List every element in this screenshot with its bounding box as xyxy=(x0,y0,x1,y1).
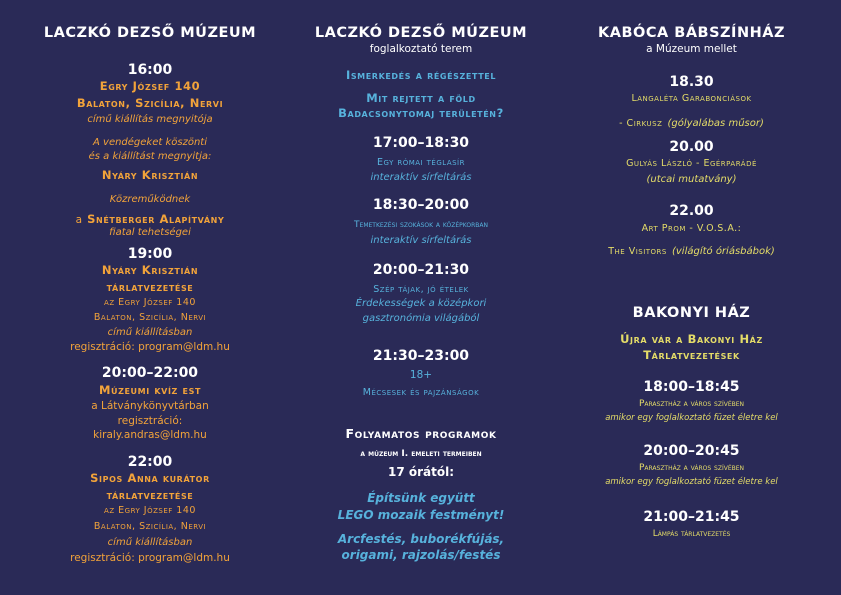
programs-location: a múzeum I. emeleti termeiben xyxy=(360,449,482,459)
event-note: és a kiállítást megnyitja: xyxy=(88,151,212,162)
tour-note: amikor egy foglalkoztató füzet életre kel xyxy=(605,413,778,423)
show-title: Gulyás László - Egérparádé xyxy=(626,158,757,169)
time-19: 19:00 xyxy=(127,246,173,262)
time-2130-23: 21:30–23:00 xyxy=(372,348,470,364)
time-16: 16:00 xyxy=(127,62,173,78)
event-title: tárlatvezetése xyxy=(106,280,194,294)
event-note: című kiállításban xyxy=(107,537,193,548)
time-20-22: 20:00–22:00 xyxy=(101,365,199,381)
time-2200: 22.00 xyxy=(669,203,714,219)
event-text: Balaton, Szicília, Nervi xyxy=(93,521,207,532)
registration: regisztráció: program@ldm.hu xyxy=(70,552,230,564)
bakonyi-subtitle: Tárlatvezetések xyxy=(643,348,740,362)
column-subtitle: foglalkoztató terem xyxy=(369,43,473,55)
time-18-1845: 18:00–18:45 xyxy=(643,379,740,395)
event-text: a xyxy=(75,214,83,226)
program-title: Badacsonytomaj területén? xyxy=(338,106,504,120)
show-line xyxy=(542,113,841,129)
program-text: Szép tájak, jó ételek xyxy=(373,284,469,295)
show-title: Langaléta Garabonciások xyxy=(631,93,752,104)
program-note: Érdekességek a középkori xyxy=(355,298,487,309)
program-text: Temetkezési szokások a középkorban xyxy=(354,220,488,230)
event-line xyxy=(0,210,300,226)
event-note: A vendégeket köszönti xyxy=(93,137,207,148)
column-subtitle: a Múzeum mellet xyxy=(646,43,737,55)
activities: origami, rajzolás/festés xyxy=(341,548,501,562)
registration-email: kiraly.andras@ldm.hu xyxy=(93,429,207,441)
event-text: az Egry József 140 xyxy=(104,505,196,516)
activities: Arcfestés, buborékfújás, xyxy=(337,532,505,546)
show-title: Art Prom - V.O.S.A.: xyxy=(641,223,742,234)
event-text: a Látványkönyvtárban xyxy=(91,400,209,412)
registration: regisztráció: program@ldm.hu xyxy=(70,341,230,353)
program-title: Ismerkedés a régészettel xyxy=(345,68,497,82)
time-21-2145: 21:00–21:45 xyxy=(643,509,740,525)
event-title: Múzeumi kvíz est xyxy=(98,383,202,397)
column-title: LACZKÓ DEZSŐ MÚZEUM xyxy=(43,25,257,41)
show-title: The Visitors xyxy=(608,246,667,257)
event-note: fiatal tehetségei xyxy=(109,227,191,238)
tour-title: Lámpás tárlatvezetés xyxy=(652,529,731,539)
column-title: KABÓCA BÁBSZÍNHÁZ xyxy=(598,25,785,41)
event-text: Balaton, Szicília, Nervi xyxy=(93,312,207,323)
tour-title: Parasztház a város szívében xyxy=(638,463,745,473)
continuous-programs-heading: Folyamatos programok xyxy=(345,426,497,441)
tour-title: Parasztház a város szívében xyxy=(638,399,745,409)
program-text: Egy római téglasír xyxy=(376,157,465,168)
column-title: LACZKÓ DEZSŐ MÚZEUM xyxy=(314,25,528,41)
speaker-name: Nyáry Krisztián xyxy=(101,168,199,182)
program-note: interaktív sírfeltárás xyxy=(370,235,472,246)
time-17-1830: 17:00–18:30 xyxy=(372,135,470,151)
time-1830: 18.30 xyxy=(669,74,714,90)
show-title: - Cirkusz xyxy=(619,118,663,129)
program-title: Mit rejtett a föld xyxy=(366,91,476,105)
age-limit: 18+ xyxy=(409,369,433,381)
event-title: Sipos Anna kurátor xyxy=(90,471,210,485)
foundation-name: Snétberger Alapítvány xyxy=(87,212,225,226)
event-note: című kiállításban xyxy=(107,327,193,338)
event-note: című kiállítás megnyitója xyxy=(87,114,213,125)
registration: regisztráció: xyxy=(117,415,183,427)
program-note: gasztronómia világából xyxy=(362,313,480,324)
show-note: (világító óriásbábok) xyxy=(671,246,775,257)
event-note: Közreműködnek xyxy=(109,194,191,205)
lego-program: Építsünk együtt xyxy=(367,491,475,505)
lego-program: LEGO mozaik festményt! xyxy=(337,508,505,522)
programs-start: 17 órától: xyxy=(387,465,455,479)
program-note: interaktív sírfeltárás xyxy=(370,172,472,183)
time-20-2130: 20:00–21:30 xyxy=(372,262,470,278)
time-22: 22:00 xyxy=(127,454,173,470)
show-note: (gólyalábas műsor) xyxy=(667,118,764,129)
event-title: tárlatvezetése xyxy=(106,488,194,502)
show-line xyxy=(542,241,841,257)
time-2000: 20.00 xyxy=(669,139,714,155)
time-20-2045: 20:00–20:45 xyxy=(643,443,740,459)
bakonyi-subtitle: Újra vár a Bakonyi Ház xyxy=(620,332,763,346)
event-title: Egry József 140 xyxy=(99,79,201,93)
section-title-bakonyi: BAKONYI HÁZ xyxy=(632,305,751,321)
show-note: (utcai mutatvány) xyxy=(646,174,737,185)
tour-note: amikor egy foglalkoztató füzet életre kel xyxy=(605,477,778,487)
event-title: Balaton, Szicília, Nervi xyxy=(76,96,224,110)
time-1830-20: 18:30–20:00 xyxy=(372,197,470,213)
event-text: az Egry József 140 xyxy=(104,297,196,308)
program-text: Mécsesek és pajzánságok xyxy=(362,387,480,398)
event-title: Nyáry Krisztián xyxy=(101,263,199,277)
